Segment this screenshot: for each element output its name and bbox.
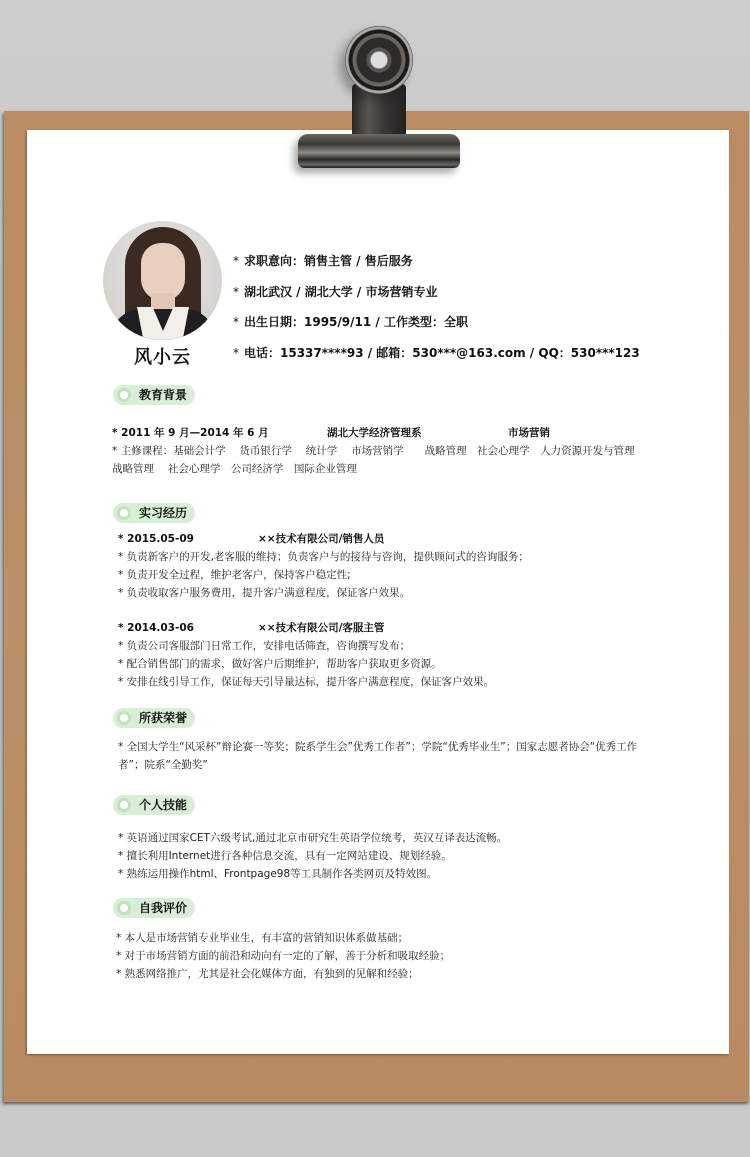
circle-icon <box>117 901 131 915</box>
education-school: 湖北大学经济管理系 <box>327 427 422 439</box>
education-title-row <box>112 424 635 442</box>
section-header-honors: 所获荣誉 <box>113 708 195 728</box>
education-period: * 2011 年 9 月—2014 年 6 月 <box>112 427 269 439</box>
job-duty: * 安排在线引导工作，保证每天引导量达标，提升客户满意程度，保证客户效果。 <box>118 676 495 688</box>
info-job-intention: * 求职意向：销售主管 / 售后服务 <box>233 254 413 268</box>
education-block <box>112 424 635 478</box>
section-header-education: 教育背景 <box>113 385 195 405</box>
internship-job-1 <box>118 530 529 602</box>
circle-icon <box>117 711 131 725</box>
skill-item: * 擅长利用Internet进行各种信息交流，具有一定网站建设、规划经验。 <box>118 850 452 862</box>
info-birth-worktype: * 出生日期：1995/9/11 / 工作类型：全职 <box>233 315 468 329</box>
education-courses-cont: 战略管理 社会心理学 公司经济学 国际企业管理 <box>112 463 357 475</box>
job-duty: * 负责收取客户服务费用，提升客户满意程度，保证客户效果。 <box>118 587 411 599</box>
internship-job-2 <box>118 619 494 691</box>
job-duty: * 配合销售部门的需求，做好客户后期维护，帮助客户获取更多资源。 <box>118 658 442 670</box>
profile-info <box>233 252 640 374</box>
honors-text: * 全国大学生“风采杯”辩论赛一等奖；院系学生会”优秀工作者”；学院“优秀毕业生”；国家志愿者协会“优秀工作者”；院系“全勤奖” <box>118 741 638 771</box>
job-period: * 2015.05-09 <box>118 533 194 545</box>
skill-item: * 熟练运用操作html、Frontpage98等工具制作各类网页及特效图。 <box>118 868 438 880</box>
circle-icon <box>117 388 131 402</box>
circle-icon <box>117 798 131 812</box>
section-header-skills: 个人技能 <box>113 795 195 815</box>
circle-icon <box>117 506 131 520</box>
self-evaluation-item: * 对于市场营销方面的前沿和动向有一定的了解，善于分析和吸取经验； <box>116 950 451 962</box>
self-evaluation-list <box>116 929 450 983</box>
job-header <box>118 530 529 548</box>
skills-list <box>118 829 507 883</box>
education-major: 市场营销 <box>508 427 550 439</box>
job-header <box>118 619 494 637</box>
section-header-internship: 实习经历 <box>113 503 195 523</box>
self-evaluation-item: * 本人是市场营销专业毕业生，有丰富的营销知识体系做基础； <box>116 932 409 944</box>
avatar <box>103 221 222 340</box>
job-company: ××技术有限公司/销售人员 <box>258 533 385 545</box>
job-period: * 2014.03-06 <box>118 622 194 634</box>
self-evaluation-item: * 熟悉网络推广，尤其是社会化媒体方面，有独到的见解和经验； <box>116 968 419 980</box>
clip-ring-icon <box>345 26 413 94</box>
candidate-name: 风小云 <box>134 347 191 368</box>
job-company: ××技术有限公司/客服主管 <box>258 622 385 634</box>
job-duty: * 负责新客户的开发,老客服的维持；负责客户与的接待与咨询，提供顾问式的咨询服务； <box>118 551 529 563</box>
info-location-school: * 湖北武汉 / 湖北大学 / 市场营销专业 <box>233 284 438 299</box>
info-contact: * 电话：15337****93 / 邮箱：530***@163.com / QQ：530***123 <box>233 345 640 360</box>
skill-item: * 英语通过国家CET六级考试,通过北京市研究生英语学位统考，英汉互译表达流畅。 <box>118 832 508 844</box>
job-duty: * 负责公司客服部门日常工作，安排电话筛查，咨询撰写发布； <box>118 640 411 652</box>
section-header-self-evaluation: 自我评价 <box>113 898 195 918</box>
education-courses: * 主修课程：基础会计学 货币银行学 统计学 市场营销学 战略管理 社会心理学 人力资源开发与管理 <box>112 445 635 457</box>
job-duty: * 负责开发全过程，维护老客户，保持客户稳定性; <box>118 569 351 581</box>
